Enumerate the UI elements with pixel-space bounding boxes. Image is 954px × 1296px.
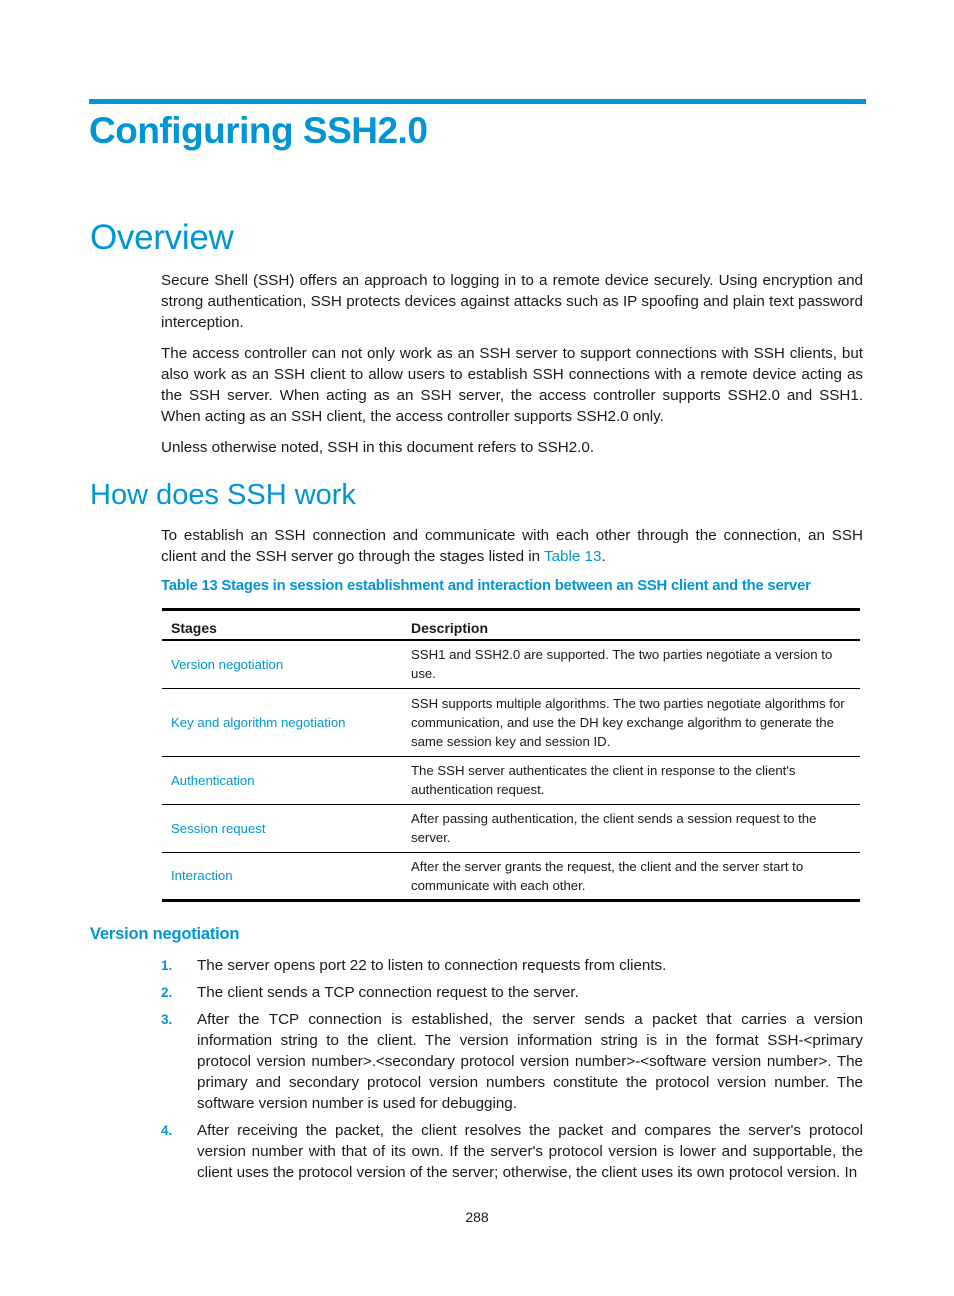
stage-description: The SSH server authenticates the client in response to the client's authentication request. [402,756,860,804]
chapter-top-rule [89,99,866,104]
overview-paragraph-1: Secure Shell (SSH) offers an approach to logging in to a remote device securely. Using encryption and strong authentication, SSH protects devices against attacks such as IP spoofing and plain text password interception. [161,272,863,331]
list-item [161,1009,863,1114]
intro-text-end: . [601,548,606,565]
table-header-row [162,610,860,641]
stages-table [162,608,860,902]
page-number: 288 [465,1209,489,1225]
overview-paragraph-2: The access controller can not only work as an SSH server to support connections with SSH clients, but also work as an SSH client to allow users to establish SSH connections with a remote device acting as the SSH server. When acting as an SSH server, the access controller supports SSH2.0 and SSH1. When acting as an SSH client, the access controller supports SSH2.0 only. [161,345,863,425]
list-item [161,1120,863,1183]
step-number: 4. [161,1123,173,1138]
stage-description: After the server grants the request, the client and the server start to communicate with each other. [402,852,860,900]
step-text: The client sends a TCP connection request to the server. [197,984,579,1001]
table-caption: Table 13 Stages in session establishment and interaction between an SSH client and the server [161,578,811,594]
chapter-title: Configuring SSH2.0 [89,110,428,151]
step-number: 2. [161,985,173,1000]
stage-link[interactable]: Session request [162,804,402,852]
table-row [162,756,860,804]
list-item [161,982,863,1003]
description-column-header: Description [402,610,860,641]
step-number: 1. [161,958,173,973]
intro-text: To establish an SSH connection and communicate with each other through the connection, an SSH client and the SSH server go through the stages listed in [161,527,863,565]
table-13-link[interactable]: Table 13 [544,548,602,565]
stage-description: SSH supports multiple algorithms. The two parties negotiate algorithms for communication, and use the DH key exchange algorithm to generate the same session key and session ID. [402,688,860,756]
stage-description: SSH1 and SSH2.0 are supported. The two parties negotiate a version to use. [402,640,860,688]
stages-column-header: Stages [162,610,402,641]
stage-link[interactable]: Key and algorithm negotiation [162,688,402,756]
overview-heading: Overview [90,218,234,257]
table-row [162,640,860,688]
step-text: After the TCP connection is established, the server sends a packet that carries a version information string to the client. The version information string is in the format SSH-<primary protocol version number>.<secondary protocol version number>-<software version number>. The primary and secondary protocol version numbers constitute the protocol version number. The software version number is used for debugging. [197,1011,863,1112]
version-negotiation-heading: Version negotiation [90,925,240,943]
list-item [161,955,863,976]
stage-link[interactable]: Interaction [162,852,402,900]
step-text: The server opens port 22 to listen to connection requests from clients. [197,957,667,974]
stage-link[interactable]: Authentication [162,756,402,804]
table-row [162,852,860,900]
stage-link[interactable]: Version negotiation [162,640,402,688]
table-row [162,688,860,756]
step-text: After receiving the packet, the client resolves the packet and compares the server's protocol version number with that of its own. If the server's protocol version is lower and supportable, the client uses the protocol version of the server; otherwise, the client uses its own protocol version. In [197,1122,863,1181]
version-negotiation-steps [161,955,863,1189]
how-ssh-works-heading: How does SSH work [90,479,356,511]
table-row [162,804,860,852]
step-number: 3. [161,1012,173,1027]
overview-paragraph-3: Unless otherwise noted, SSH in this document refers to SSH2.0. [161,439,595,456]
how-ssh-works-intro [161,525,863,567]
stage-description: After passing authentication, the client sends a session request to the server. [402,804,860,852]
